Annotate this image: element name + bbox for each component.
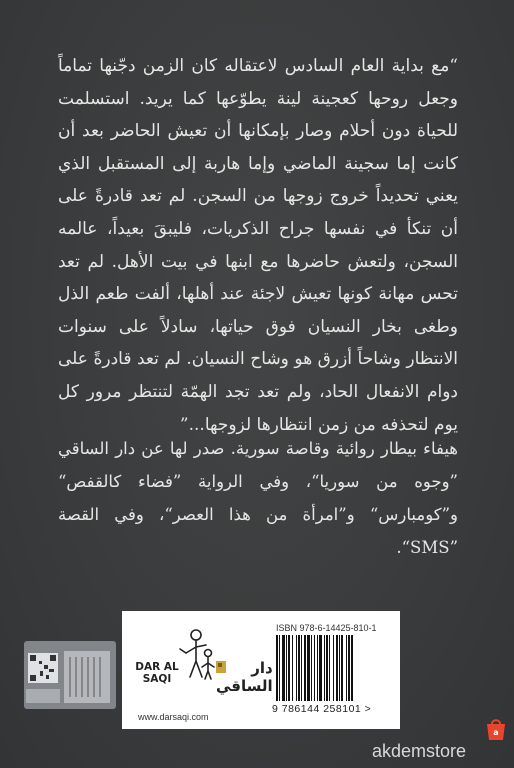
barcode-bar bbox=[288, 635, 290, 701]
barcode-bar bbox=[348, 635, 350, 701]
barcode-bar bbox=[333, 635, 334, 701]
publisher-name-arabic: دار الساقي bbox=[216, 659, 273, 695]
publisher-name-latin: DAR AL SAQI bbox=[135, 661, 179, 685]
barcode-bar bbox=[324, 635, 325, 701]
publisher-website[interactable]: www.darsaqi.com bbox=[138, 712, 209, 722]
excerpt-block bbox=[58, 50, 458, 441]
barcode-bar bbox=[319, 635, 322, 701]
svg-text:a: a bbox=[493, 728, 499, 737]
barcode-bar bbox=[329, 635, 330, 701]
barcode-bar bbox=[341, 635, 343, 701]
excerpt-paragraph: “مع بداية العام السادس لاعتقاله كان الزمن دجّنها تماماً وجعل روحها كعجينة لينة يطوّعها كما يريد. استسلمت للحياة دون أحلام وصار بإمكانها أن تعيش الحاضر بعد أن كانت إما سجينة الماضي وإما هاربة إلى المستقبل الذي يعني تحديداً خروج زوجها من السجن. لم تعد قادرةً على أن تنكأ في نفسها جراح الذكريات، فليبقَ بعيداً، عالمه السجن، ولتعش حاضرها مع ابنها في بيت الأهل. لم تعد تحس مهانة كونها تعيش لاجئة عند أهلها، ألفت طعم الذل وطغى بخار النسيان فوق حياتها، سادلاً على سنوات الانتظار وشاحاً أزرق هو وشاح النسيان. لم تعد قادرةً على دوام الانفعال الحاد، ولم تعد تجد الهمّة لتنتظر مرور كل يوم لتحذفه من زمن انتظارها لزوجها...” bbox=[58, 56, 458, 435]
price-sticker bbox=[22, 637, 118, 713]
barcode-bar bbox=[339, 635, 340, 701]
barcode-bar bbox=[304, 635, 306, 701]
barcode-bar bbox=[311, 635, 312, 701]
barcode-bar bbox=[292, 635, 293, 701]
store-name: akdemstore bbox=[372, 741, 467, 761]
barcode-bar bbox=[317, 635, 318, 701]
barcode-bar bbox=[314, 635, 315, 701]
shopping-bag-icon bbox=[483, 716, 509, 742]
barcode-bar bbox=[336, 635, 338, 701]
barcode-bar bbox=[276, 635, 278, 701]
author-bio-paragraph: هيفاء بيطار روائية وقاصة سورية. صدر لها عن دار الساقي ”وجوه من سوريا“، وفي الرواية ”فضاء كالقفص“ و”كومبارس“ و”امرأة من هذا العصر“، وفي القصة ”SMS“. bbox=[58, 439, 458, 557]
store-watermark bbox=[372, 741, 466, 762]
barcode-bar bbox=[346, 635, 347, 701]
barcode-panel bbox=[122, 611, 400, 729]
sticker-graphic bbox=[22, 637, 118, 713]
barcode-bar bbox=[296, 635, 297, 701]
barcode-bar bbox=[286, 635, 287, 701]
isbn-label: ISBN 978-6-14425-810-1 bbox=[276, 623, 377, 633]
barcode-bar bbox=[307, 635, 310, 701]
publisher-logo bbox=[130, 623, 273, 703]
barcode-bar bbox=[326, 635, 328, 701]
barcode-digits: 9 786144 258101 > bbox=[272, 703, 372, 715]
author-bio bbox=[58, 432, 458, 564]
barcode-bar bbox=[279, 635, 280, 701]
barcode-bar bbox=[282, 635, 285, 701]
barcode-bar bbox=[301, 635, 302, 701]
barcode-graphic bbox=[274, 635, 386, 701]
barcode-bar bbox=[298, 635, 300, 701]
barcode-bar bbox=[351, 635, 353, 701]
